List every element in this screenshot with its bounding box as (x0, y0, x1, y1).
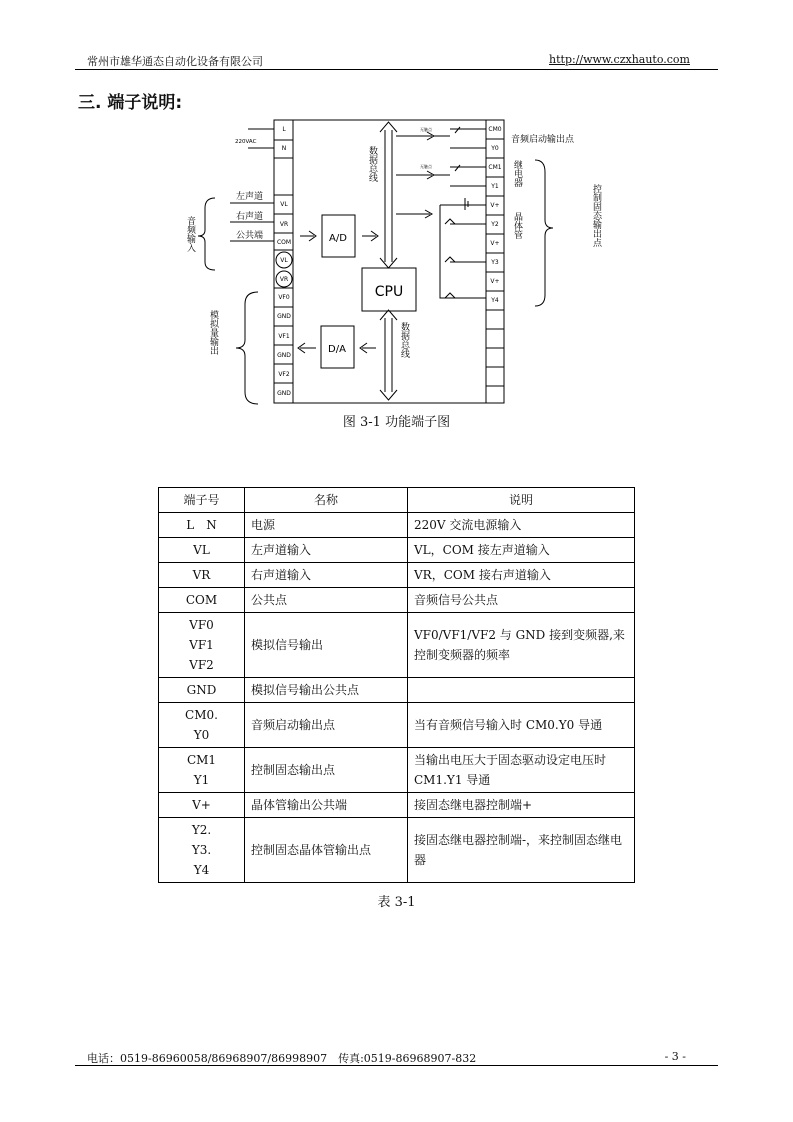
label-audio-start-out: 音频启动输出点 (511, 135, 575, 145)
terminal-vplus-1: V+ (490, 202, 500, 209)
cell-desc: 音频信号公共点 (408, 588, 635, 613)
cell-name: 右声道输入 (245, 563, 408, 588)
cell-name: 音频启动输出点 (245, 703, 408, 748)
terminal-line: Y1 (193, 773, 210, 787)
label-analog-output: 模拟量输出 (208, 310, 218, 355)
label-audio-input: 音频输入 (185, 216, 195, 252)
cell-terminal (159, 748, 245, 793)
cell-name: 控制固态晶体管输出点 (245, 818, 408, 883)
terminal-vf0: VF0 (278, 294, 290, 301)
terminal-n: N (281, 145, 287, 152)
cell-name: 控制固态输出点 (245, 748, 408, 793)
cell-desc: 接固态继电器控制端-，来控制固态继电器 (408, 818, 635, 883)
terminal-l: L (282, 126, 286, 133)
page-footer (75, 1050, 718, 1066)
terminal-y0: Y0 (491, 145, 499, 152)
relay-tiny-label-2: 无触点 (420, 164, 432, 169)
label-data-bus-top: 数据总线 (367, 146, 377, 182)
label-data-bus-bottom: 数据总线 (399, 322, 409, 358)
terminal-cm0: CM0 (488, 126, 502, 133)
terminal-y1: Y1 (491, 183, 499, 190)
terminal-gnd-1: GND (277, 313, 291, 320)
cell-desc: 接固态继电器控制端+ (408, 793, 635, 818)
cell-terminal: COM (159, 588, 245, 613)
terminal-gnd-3: GND (277, 390, 291, 397)
cell-name: 晶体管输出公共端 (245, 793, 408, 818)
terminal-com: COM (276, 239, 292, 246)
terminal-line: VF1 (189, 638, 214, 652)
label-ctrl-ss-out: 控制固态输出点 (591, 184, 601, 247)
header-name: 名称 (245, 488, 408, 513)
cpu-label: CPU (374, 284, 404, 300)
terminal-line: Y0 (193, 728, 210, 742)
table-row (159, 513, 635, 538)
figure-caption: 图 3-1 功能端子图 (342, 415, 451, 430)
label-transistor: 晶体管 (512, 212, 522, 239)
header-desc: 说明 (408, 488, 635, 513)
terminal-vplus-2: V+ (490, 240, 500, 247)
cell-terminal: GND (159, 678, 245, 703)
label-220vac: 220VAC (235, 139, 257, 145)
cell-terminal (159, 613, 245, 678)
terminal-y2: Y2 (491, 221, 499, 228)
relay-tiny-label-1: 无触点 (420, 127, 432, 132)
terminal-vf2: VF2 (278, 371, 290, 378)
cell-desc: 当有音频信号输入时 CM0.Y0 导通 (408, 703, 635, 748)
terminal-line: VF0 (189, 618, 214, 632)
terminal-cm1: CM1 (488, 164, 502, 171)
terminal-y3: Y3 (491, 259, 499, 266)
label-common: 公共端 (236, 231, 264, 241)
ad-converter-label: A/D (329, 233, 347, 244)
header-terminal: 端子号 (159, 488, 245, 513)
page-number: - 3 - (664, 1050, 686, 1063)
table-row (159, 703, 635, 748)
terminal-gnd-2: GND (277, 352, 291, 359)
terminal-vr-jack: VR (279, 276, 289, 283)
terminal-line: CM1 (186, 753, 217, 767)
section-title: 三. 端子说明: (78, 93, 183, 113)
terminal-line: VF2 (189, 658, 214, 672)
cell-name: 公共点 (245, 588, 408, 613)
terminal-vr: VR (279, 221, 289, 228)
table-caption: 表 3-1 (377, 895, 416, 910)
table-header-row (159, 488, 635, 513)
cell-terminal: V+ (159, 793, 245, 818)
table-row (159, 538, 635, 563)
terminal-vplus-3: V+ (490, 278, 500, 285)
cell-name: 模拟信号输出 (245, 613, 408, 678)
cell-terminal: VR (159, 563, 245, 588)
table-row (159, 588, 635, 613)
cell-terminal: VL (159, 538, 245, 563)
terminal-line: Y2. (191, 823, 212, 837)
terminal-table (158, 487, 635, 883)
cell-terminal (159, 703, 245, 748)
da-converter-label: D/A (328, 344, 346, 355)
cell-name: 模拟信号输出公共点 (245, 678, 408, 703)
label-relay: 继电器 (512, 160, 522, 187)
terminal-line: Y3. (191, 843, 212, 857)
table-row (159, 818, 635, 883)
company-url[interactable]: http://www.czxhauto.com (549, 53, 690, 66)
cell-desc: VR，COM 接右声道输入 (408, 563, 635, 588)
table-row (159, 793, 635, 818)
table-row (159, 563, 635, 588)
terminal-diagram (0, 0, 793, 440)
terminal-line: CM0. (185, 708, 218, 722)
terminal-vl: VL (280, 201, 288, 208)
contact-info: 电话：0519-86960058/86968907/86998907 传真:0519-86968907-832 (87, 1052, 477, 1065)
cell-desc: 当输出电压大于固态驱动设定电压时 CM1.Y1 导通 (408, 748, 635, 793)
table-row (159, 748, 635, 793)
label-left-channel: 左声道 (236, 192, 264, 202)
cell-terminal (159, 818, 245, 883)
terminal-vf1: VF1 (278, 333, 290, 340)
cell-desc (408, 678, 635, 703)
company-name: 常州市雄华通态自动化设备有限公司 (87, 55, 263, 68)
cell-desc: VL，COM 接左声道输入 (408, 538, 635, 563)
terminal-line: Y4 (193, 863, 210, 877)
cell-desc: 220V 交流电源输入 (408, 513, 635, 538)
cell-name: 电源 (245, 513, 408, 538)
table-row (159, 613, 635, 678)
terminal-y4: Y4 (491, 297, 499, 304)
cell-terminal: L N (159, 513, 245, 538)
terminal-vl-jack: VL (280, 257, 288, 264)
table-row (159, 678, 635, 703)
label-right-channel: 右声道 (236, 212, 264, 222)
cell-desc: VF0/VF1/VF2 与 GND 接到变频器,来控制变频器的频率 (408, 613, 635, 678)
cell-name: 左声道输入 (245, 538, 408, 563)
